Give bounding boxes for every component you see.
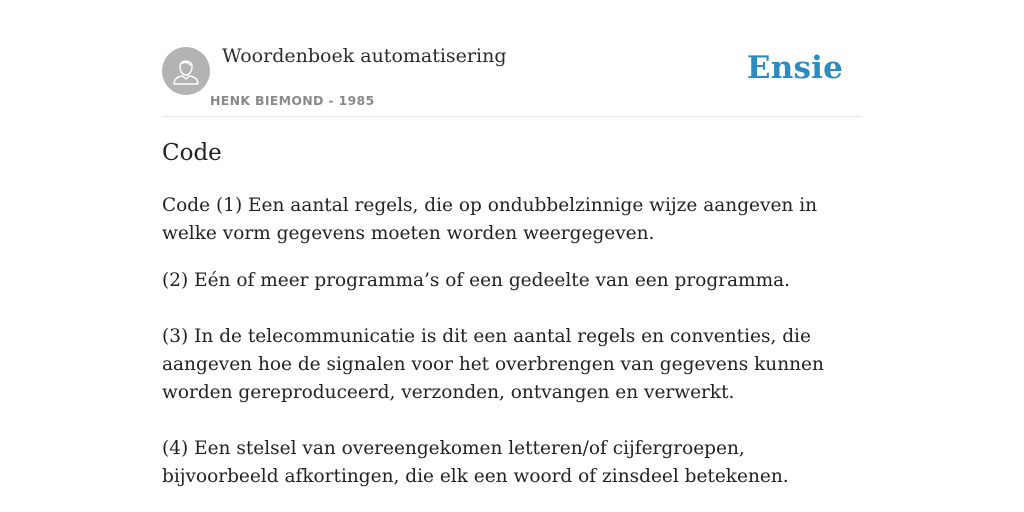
book-header — [162, 40, 862, 117]
author-byline: HENK BIEMOND - 1985 — [210, 93, 375, 108]
definition-paragraph: Code (1) Een aantal regels, die op ondubbelzinnige wijze aangeven in welke vorm gegevens moeten worden weergegeven. — [162, 195, 818, 244]
book-title[interactable]: Woordenboek automatisering — [222, 45, 507, 67]
entry-title: Code — [162, 140, 222, 166]
user-icon — [162, 47, 210, 95]
definition-paragraph: (2) Eén of meer programma’s of een gedeelte van een programma. — [162, 270, 791, 291]
author-avatar[interactable] — [162, 47, 210, 95]
definition-paragraph: (3) In de telecommunicatie is dit een aantal regels en conventies, die aangeven hoe de signalen voor het overbrengen van gegevens kunnen worden gereproduceerd, verzonden, ontvangen en verwerkt. — [162, 326, 824, 403]
entry-body — [162, 192, 866, 491]
definition-paragraph: (4) Een stelsel van overeengekomen letteren/of cijfergroepen, bijvoorbeeld afkortingen, die elk een woord of zinsdeel betekenen. — [162, 438, 789, 487]
ensie-logo[interactable]: Ensie — [746, 50, 843, 86]
